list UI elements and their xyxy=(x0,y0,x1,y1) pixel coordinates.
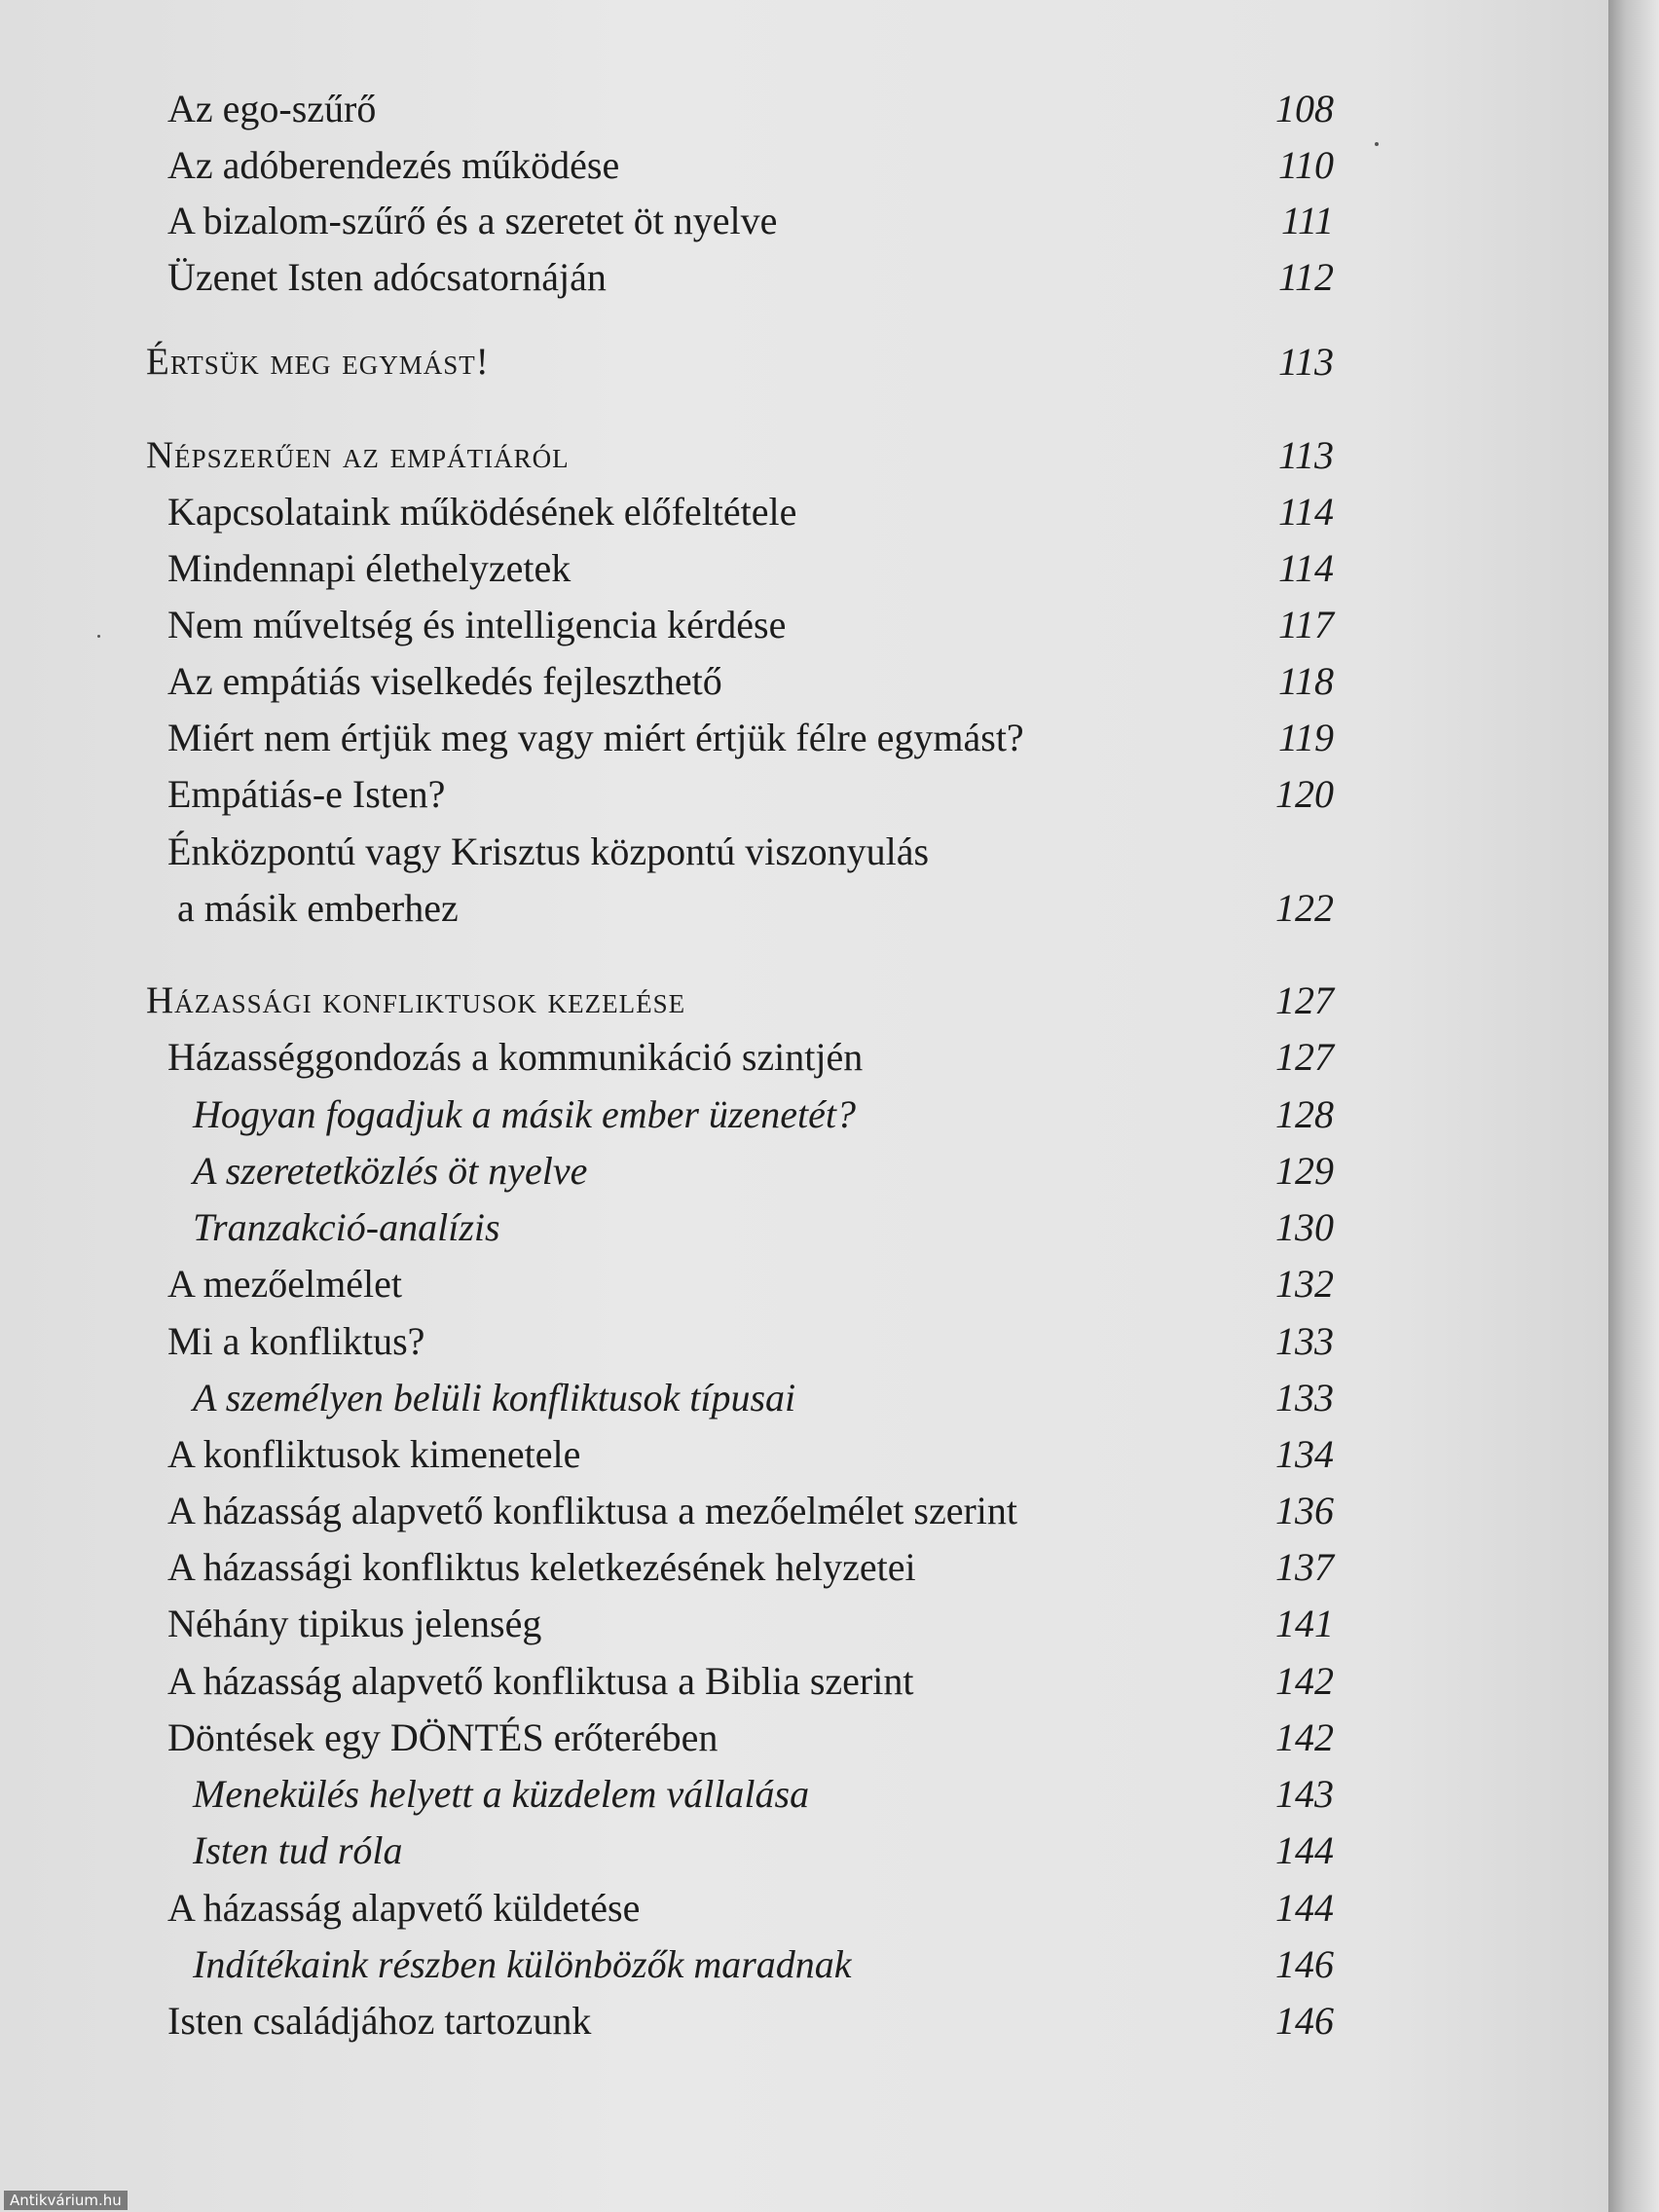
toc-entry-title: Házassági konfliktusok kezelése xyxy=(146,979,686,1021)
toc-entry xyxy=(0,249,1334,306)
toc-entry xyxy=(0,137,1334,194)
watermark: Antikvárium.hu xyxy=(4,2191,128,2210)
toc-entry-title: a másik emberhez xyxy=(177,886,459,930)
toc-entry-title: A házasság alapvető konfliktusa a Biblia szerint xyxy=(167,1659,914,1703)
toc-entry xyxy=(0,1143,1334,1199)
toc-entry-title: Hogyan fogadjuk a másik ember üzenetét? xyxy=(193,1092,856,1136)
toc-page-number: 112 xyxy=(1277,255,1334,299)
toc-entry xyxy=(0,653,1334,710)
toc-entry-title: Üzenet Isten adócsatornáján xyxy=(167,255,607,299)
toc-page-number: 141 xyxy=(1275,1602,1334,1645)
toc-entry xyxy=(0,1993,1334,2049)
toc-entry-title: Népszerűen az empátiáról xyxy=(146,434,570,476)
toc-entry xyxy=(0,1370,1334,1426)
dust-speck xyxy=(1375,142,1379,146)
toc-section-heading xyxy=(0,334,1334,390)
toc-page-number: 144 xyxy=(1275,1828,1334,1872)
toc-page-number: 110 xyxy=(1277,143,1334,187)
toc-entry-title: Tranzakció-analízis xyxy=(193,1205,500,1249)
toc-entry-title: Házasséggondozás a kommunikáció szintjén xyxy=(167,1035,864,1079)
page-edge-shadow xyxy=(1608,0,1659,2212)
toc-entry xyxy=(0,597,1334,653)
toc-entry xyxy=(0,484,1334,540)
toc-page-number: 127 xyxy=(1275,978,1334,1022)
toc-page-number: 113 xyxy=(1277,340,1334,384)
toc-entry-title: Kapcsolataink működésének előfeltétele xyxy=(167,490,797,534)
toc-entry xyxy=(0,1256,1334,1312)
toc-entry-title: Empátiás-e Isten? xyxy=(167,772,446,816)
toc-entry-title: Isten családjához tartozunk xyxy=(167,1999,592,2043)
toc-entry-title: Mindennapi élethelyzetek xyxy=(167,546,571,590)
toc-entry xyxy=(0,880,1334,937)
toc-entry-title: Az adóberendezés működése xyxy=(167,143,620,187)
toc-entry-title: Az empátiás viselkedés fejleszthető xyxy=(167,659,722,703)
toc-page-number: 134 xyxy=(1275,1432,1334,1476)
toc-page-number: 122 xyxy=(1275,886,1334,930)
toc-page-number: 119 xyxy=(1277,716,1334,759)
toc-page-number: 117 xyxy=(1277,603,1334,646)
toc-entry xyxy=(0,1029,1334,1086)
toc-entry xyxy=(0,1936,1334,1993)
toc-entry xyxy=(0,1087,1334,1143)
toc-page-number: 114 xyxy=(1277,490,1334,534)
toc-entry xyxy=(0,766,1334,823)
toc-page-number: 137 xyxy=(1275,1545,1334,1589)
toc-entry-title: A házasság alapvető konfliktusa a mezőelmélet szerint xyxy=(167,1489,1018,1532)
toc-entry-title: Értsük meg egymást! xyxy=(146,341,490,383)
toc-entry-title: Döntések egy DÖNTÉS erőterében xyxy=(167,1715,719,1759)
toc-entry xyxy=(0,1483,1334,1539)
toc-entry-title: Énközpontú vagy Krisztus központú viszonyulás xyxy=(167,830,930,873)
toc-section-heading xyxy=(0,973,1334,1029)
toc-page-number: 120 xyxy=(1275,772,1334,816)
toc-entry-title: Isten tud róla xyxy=(193,1828,403,1872)
toc-entry xyxy=(0,81,1334,137)
toc-page-number: 128 xyxy=(1275,1092,1334,1136)
toc-entry-title: Indítékaink részben különbözők maradnak xyxy=(193,1942,852,1986)
toc-page-number: 118 xyxy=(1277,659,1334,703)
toc-page-number: 146 xyxy=(1275,1999,1334,2043)
toc-page-number: 114 xyxy=(1277,546,1334,590)
toc-entry-title: A konfliktusok kimenetele xyxy=(167,1432,581,1476)
toc-page-number: 144 xyxy=(1275,1886,1334,1930)
toc-entry xyxy=(0,1426,1334,1483)
toc-entry xyxy=(0,1313,1334,1370)
toc-entry xyxy=(0,824,1334,880)
toc-page-number: 142 xyxy=(1275,1659,1334,1703)
toc-entry-title: A házassági konfliktus keletkezésének helyzetei xyxy=(167,1545,916,1589)
toc-entry xyxy=(0,1766,1334,1823)
toc-entry-title: A szeretetközlés öt nyelve xyxy=(193,1149,588,1193)
toc-page-number: 142 xyxy=(1275,1715,1334,1759)
toc-page-number: 136 xyxy=(1275,1489,1334,1532)
toc-entry xyxy=(0,1199,1334,1256)
toc-entry-title: Az ego-szűrő xyxy=(167,87,377,130)
toc-section-heading xyxy=(0,427,1334,484)
toc-page-number: 143 xyxy=(1275,1772,1334,1816)
toc-entry xyxy=(0,193,1334,249)
toc-entry-title: A mezőelmélet xyxy=(167,1262,403,1306)
toc-page-number: 127 xyxy=(1275,1035,1334,1079)
toc-entry xyxy=(0,1823,1334,1879)
toc-page-number: 129 xyxy=(1275,1149,1334,1193)
toc-page-number: 113 xyxy=(1277,433,1334,477)
toc-page-number: 133 xyxy=(1275,1319,1334,1363)
toc-entry xyxy=(0,1880,1334,1936)
toc-entry-title: Miért nem értjük meg vagy miért értjük félre egymást? xyxy=(167,716,1024,759)
toc-page-number: 108 xyxy=(1275,87,1334,130)
toc-entry xyxy=(0,540,1334,597)
toc-page-number: 132 xyxy=(1275,1262,1334,1306)
toc-entry xyxy=(0,1710,1334,1766)
toc-page-number: 111 xyxy=(1280,199,1334,242)
toc-page-number: 146 xyxy=(1275,1942,1334,1986)
toc-entry xyxy=(0,1653,1334,1710)
toc-entry-title: Menekülés helyett a küzdelem vállalása xyxy=(193,1772,810,1816)
toc-entry xyxy=(0,1539,1334,1596)
toc-entry-title: Nem műveltség és intelligencia kérdése xyxy=(167,603,787,646)
toc-page-number: 133 xyxy=(1275,1376,1334,1419)
toc-entry xyxy=(0,1596,1334,1652)
toc-entry-title: A személyen belüli konfliktusok típusai xyxy=(193,1376,796,1419)
toc-entry-title: A bizalom-szűrő és a szeretet öt nyelve xyxy=(167,199,778,242)
toc-entry xyxy=(0,710,1334,766)
toc-entry-title: Néhány tipikus jelenség xyxy=(167,1602,542,1645)
toc-page-number: 130 xyxy=(1275,1205,1334,1249)
toc-entry-title: A házasság alapvető küldetése xyxy=(167,1886,641,1930)
toc-entry-title: Mi a konfliktus? xyxy=(167,1319,425,1363)
